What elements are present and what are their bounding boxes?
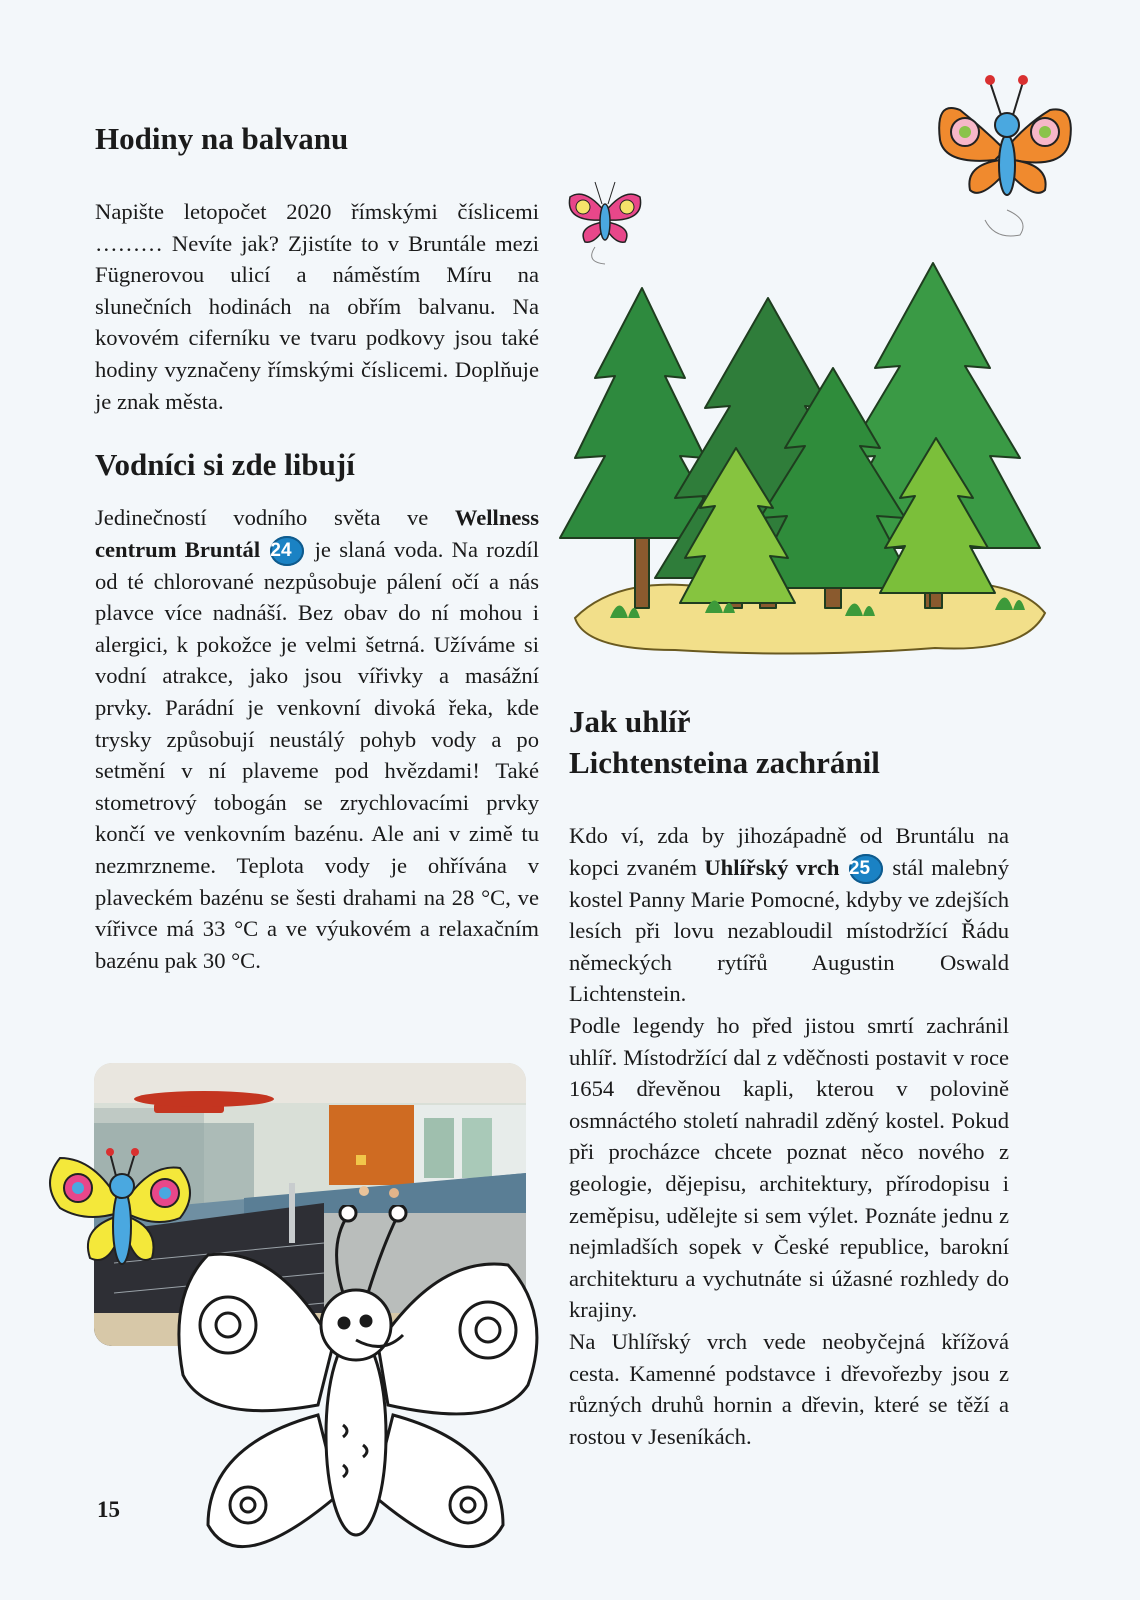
section3-body xyxy=(569,820,1009,1452)
butterfly-pink-icon xyxy=(565,172,645,267)
section2-body: Jedinečností vodního světa ve Wellness centrum Bruntál 24 je slaná voda. Na rozdíl od té chlorované nezpůsobuje pálení očí a nás plavce více nadnáší. Bez obav do ní mohou i alergici, k pokožce je velmi šetrná. Užíváme si vodní atrakce, jako jsou vířivky a masážní prvky. Parádní je venkovní divoká řeka, kde trysky způsobují neustálý pohyb vody a po setmění v ní plaveme pod hvězdami! Také stometrový tobogán se zrychlovacími prvky končí ve venkovním bazénu. Ale ani v zimě tu nezmrzneme. Teplota vody je ohřívána v plaveckém bazénu se šesti drahami na 28 °C, ve vířivce má 33 °C a ve výukovém a relaxačním bazénu pak 30 °C. xyxy=(95,505,539,973)
section3-title: Jak uhlíř Lichtensteina zachránil xyxy=(569,704,880,780)
location-badge-25: 25 xyxy=(849,854,883,884)
location-badge-24: 24 xyxy=(270,536,304,566)
butterfly-orange-icon xyxy=(935,70,1075,240)
wellness-place-name: Wellness centrum Bruntál xyxy=(95,505,539,562)
section3-para3: Na Uhlířský vrch vede neobyčejná křížová cesta. Kamenné podstavce i dřevořezby jsou z různých druhů hornin a dřevin, které se těží a rostou v Jeseníkách. xyxy=(569,1328,1009,1449)
section3-para1: Kdo ví, zda by jihozápadně od Bruntálu na kopci zvaném Uhlířský vrch 25 stál malebný kostel Panny Marie Pomocné, kdyby ve zdejších lesích při lovu nezabloudil místodržící Řádu německých rytířů Augustin Oswald Lichtenstein. xyxy=(569,823,1009,1007)
uhlirsky-place-name: Uhlířský vrch xyxy=(704,854,840,880)
forest-illustration xyxy=(555,258,1060,663)
section1-title: Hodiny na balvanu xyxy=(95,121,349,156)
section3-para2: Podle legendy ho před jistou smrtí zachránil uhlíř. Místodržící dal z vděčnosti postavit v roce 1654 dřevěnou kapli, kterou v polovině osmnáctého století nahradil zděný kostel. Pokud při procházce chcete poznat něco nového z geologie, dějepisu, architektury, přírodopisu i zeměpisu, udělejte si sem výlet. Poznáte jednu z nejmladších sopek v České republice, barokní architekturu a vychutnáte si úžasné rozhledy do krajiny. xyxy=(569,1012,1009,1323)
page-number: 15 xyxy=(97,1497,120,1522)
section1-body: Napište letopočet 2020 římskými číslicemi ……… Nevíte jak? Zjistíte to v Bruntále mezi Fügnerovou ulicí a náměstím Míru na slunečních hodinách na obřím balvanu. Na kovovém ciferníku ve tvaru podkovy jsou také hodiny vyznačeny římskými číslicemi. Doplňuje je znak města. xyxy=(95,199,539,414)
butterfly-outline-icon xyxy=(168,1205,548,1595)
section2-title: Vodníci si zde libují xyxy=(95,447,355,482)
